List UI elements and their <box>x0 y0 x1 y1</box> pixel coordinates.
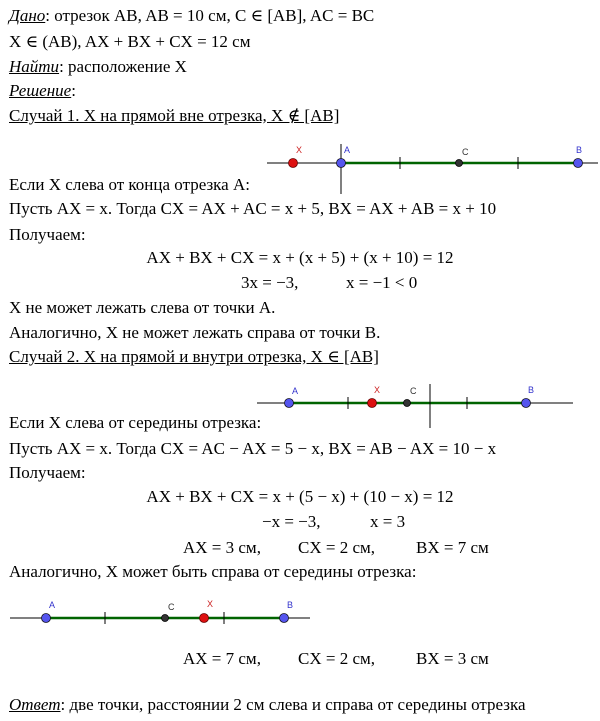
case2-res1: AX = 3 см, <box>183 538 261 557</box>
case1-line3: Получаем: <box>9 225 86 244</box>
case2-line1: Если X слева от середины отрезка: <box>9 413 262 432</box>
case1-line1: Если X слева от конца отрезка A: <box>9 175 250 194</box>
case2-res2: CX = 2 см, <box>298 538 376 557</box>
case2-equation: AX + BX + CX = x + (5 − x) + (10 − x) = 12 <box>146 487 454 506</box>
case2-res4: AX = 7 см, <box>183 649 261 668</box>
case2-line2: Пусть AX = x. Тогда CX = AC − AX = 5 − x, BX = AB − AX = 10 − x <box>9 439 497 458</box>
label-b: B <box>287 600 294 610</box>
point-a <box>42 614 51 623</box>
case2-eq2a: −x = −3, <box>262 512 321 531</box>
case2-title: Случай 2. X на прямой и внутри отрезка, X ∈ [AB] <box>9 347 379 366</box>
case1-line4: X не может лежать слева от точки A. <box>9 298 276 317</box>
label-x: X <box>296 145 303 155</box>
find-text: : расположение X <box>59 57 187 76</box>
label-x: X <box>374 385 381 395</box>
point-x <box>200 614 209 623</box>
label-a: A <box>344 145 351 155</box>
case1-line5: Аналогично, X не может лежать справа от точки B. <box>9 323 381 342</box>
label-x: X <box>207 599 214 609</box>
label-b: B <box>528 385 535 395</box>
case2-eq2b: x = 3 <box>370 512 406 531</box>
label-a: A <box>49 600 56 610</box>
case2-res6: BX = 3 см <box>416 649 489 668</box>
case1-title: Случай 1. X на прямой вне отрезка, X ∉ [AB] <box>9 106 340 125</box>
solution-text: : <box>71 81 76 100</box>
label-c: C <box>462 147 469 157</box>
solution-label: Решение <box>9 81 72 100</box>
point-b <box>280 614 289 623</box>
case2-line3: Получаем: <box>9 463 86 482</box>
label-c: C <box>168 602 175 612</box>
case1-line2: Пусть AX = x. Тогда CX = AX + AC = x + 5, BX = AX + AB = x + 10 <box>9 199 497 218</box>
given-label: Дано <box>9 6 46 25</box>
case2-line4: Аналогично, X может быть справа от середины отрезка: <box>9 562 417 581</box>
case2-res5: CX = 2 см, <box>298 649 376 668</box>
case1-equation: AX + BX + CX = x + (x + 5) + (x + 10) = 12 <box>146 248 454 267</box>
label-c: C <box>410 386 417 396</box>
answer-line <box>9 694 526 716</box>
label-b: B <box>576 145 583 155</box>
given-text: : отрезок AB, AB = 10 см, C ∈ [AB], AC = BC <box>45 6 375 25</box>
given-line-2: X ∈ (AB), AX + BX + CX = 12 см <box>9 32 251 51</box>
case1-eq2a: 3x = −3, <box>241 273 299 292</box>
case1-eq2b: x = −1 < 0 <box>346 273 418 292</box>
label-a: A <box>292 386 299 396</box>
case2-res3: BX = 7 см <box>416 538 489 557</box>
find-label: Найти <box>9 57 60 76</box>
point-c <box>162 615 169 622</box>
answer-text: : две точки, расстоянии 2 см слева и справа от середины отрезка <box>60 695 526 714</box>
answer-label: Ответ <box>9 695 61 714</box>
